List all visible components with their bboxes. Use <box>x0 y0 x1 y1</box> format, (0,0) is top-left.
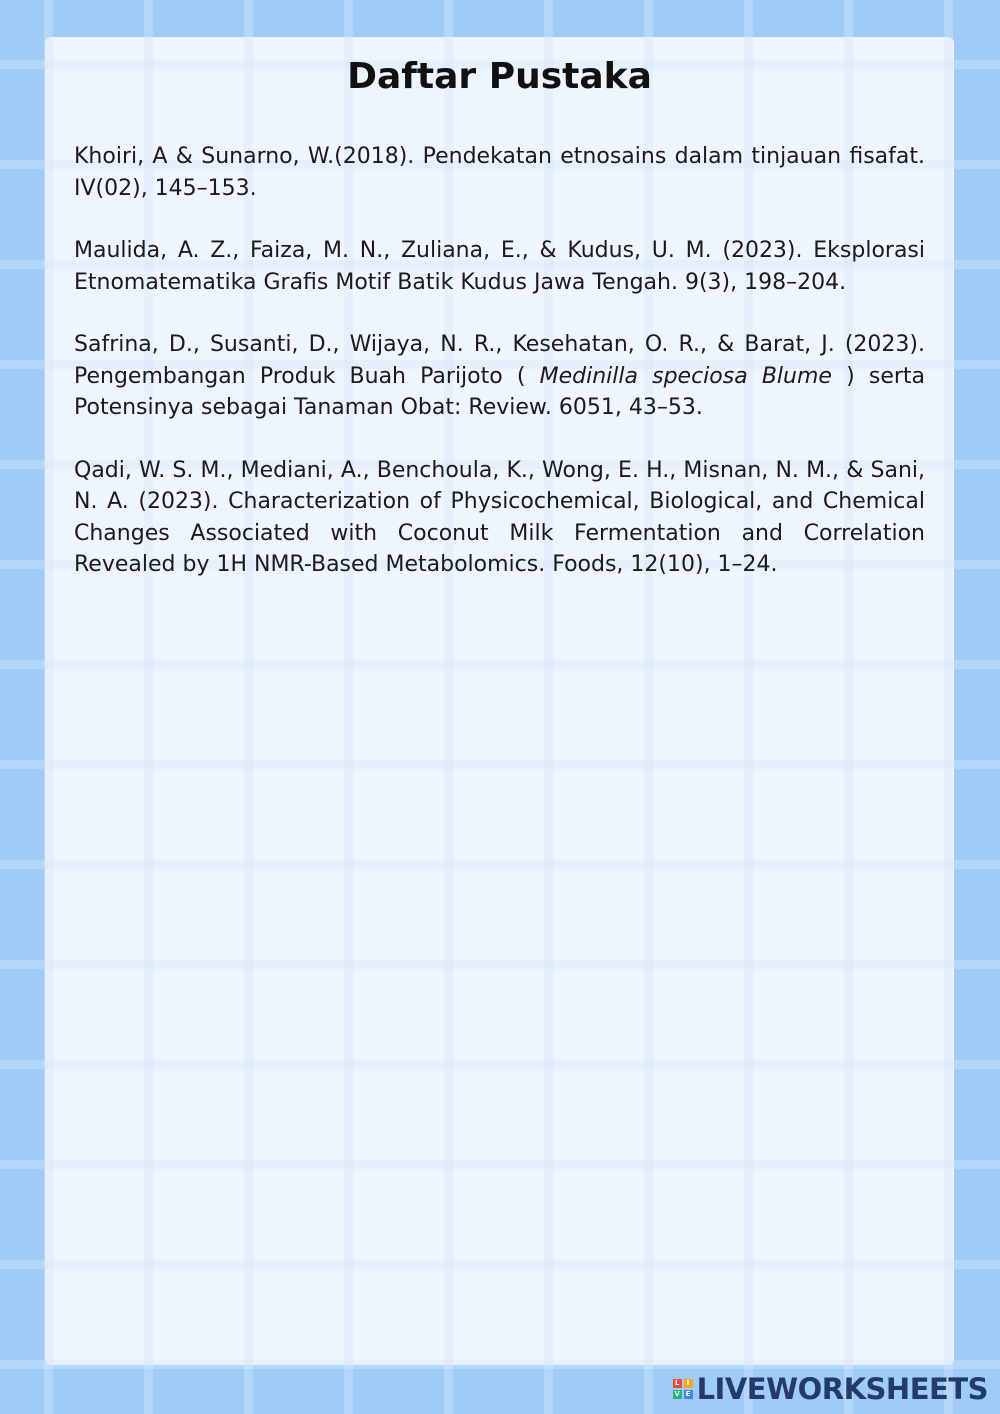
worksheet-card <box>45 37 954 1365</box>
logo-cell: I <box>684 1379 693 1388</box>
logo-cell: V <box>674 1390 680 1398</box>
species-name: Medinilla speciosa Blume <box>539 363 832 389</box>
reference-text: Khoiri, A & Sunarno, W.(2018). Pendekatan etnosains dalam tinjauan fisafat. IV(02), 145–153. <box>74 144 925 201</box>
brand-name: LIVEWORKSHEETS <box>696 1372 988 1406</box>
liveworksheets-logo-icon <box>673 1379 693 1399</box>
reference-item <box>74 455 925 581</box>
reference-item <box>74 329 925 424</box>
logo-cell: L <box>673 1379 682 1388</box>
reference-text: Qadi, W. S. M., Mediani, A., Benchoula, K., Wong, E. H., Misnan, N. M., & Sani, N. A. (2023). Characterization of Physicochemical, Biological, and Chemical Changes Associated with Coconut Milk Fermentation and Correlation Revealed by 1H NMR-Based Metabolomics. Foods, 12(10), 1–24. <box>74 457 925 577</box>
logo-cell: E <box>684 1390 693 1399</box>
reference-item <box>74 235 925 298</box>
reference-item <box>74 141 925 204</box>
reference-text: Maulida, A. Z., Faiza, M. N., Zuliana, E., & Kudus, U. M. (2023). Eksplorasi Etnomatematika Grafis Motif Batik Kudus Jawa Tengah. 9(3), 198–204. <box>74 238 925 295</box>
reference-text: Safrina, D., Susanti, D., Wijaya, N. R., Kesehatan, O. R., & Barat, J. (2023). Pengembangan Produk Buah Parijoto ( <box>74 332 925 389</box>
page-title: Daftar Pustaka <box>347 56 652 97</box>
reference-list <box>74 141 925 612</box>
liveworksheets-brand <box>673 1371 988 1407</box>
reference-text: ) serta Potensinya sebagai Tanaman Obat: Review. 6051, 43–53. <box>74 363 926 420</box>
